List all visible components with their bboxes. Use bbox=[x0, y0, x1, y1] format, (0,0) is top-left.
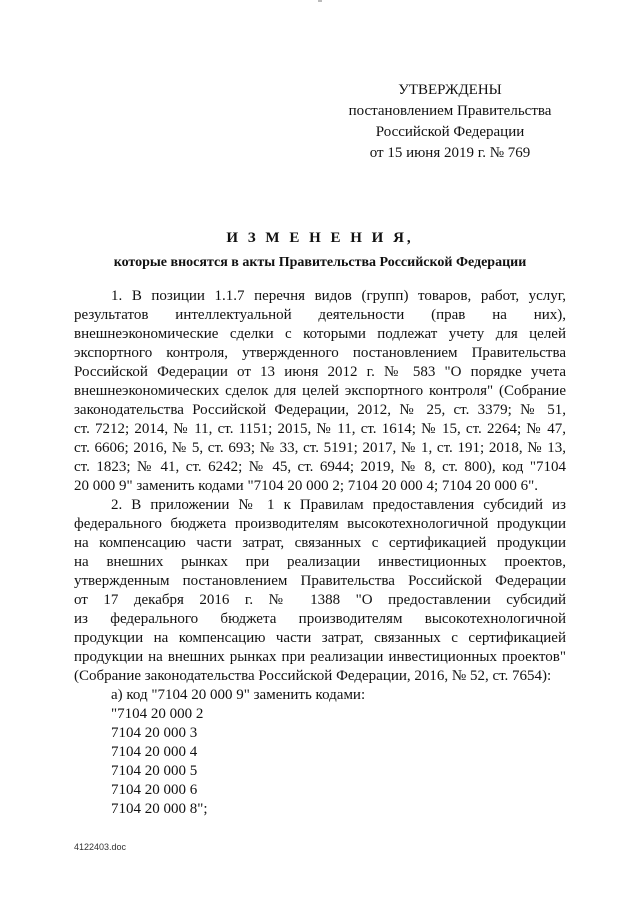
page-top-mark bbox=[318, 0, 322, 2]
document-title: И З М Е Н Е Н И Я, bbox=[226, 230, 414, 246]
body-line: из федерального бюджета производителям высокотехнологичной bbox=[74, 611, 566, 627]
approval-line: от 15 июня 2019 г. № 769 bbox=[369, 145, 531, 161]
body-line: внешнеэкономических сделок для целей экспортного контроля" (Собрание bbox=[74, 383, 566, 399]
body-line: 20 000 9" заменить кодами "7104 20 000 2; 7104 20 000 4; 7104 20 000 6". bbox=[74, 478, 539, 494]
body-line: на внешних рынках при реализации инвестиционных проектов, bbox=[74, 554, 566, 570]
body-line: ст. 6606; 2016, № 5, ст. 693; № 33, ст. 5191; 2017, № 1, ст. 191; 2018, № 13, bbox=[74, 440, 566, 456]
code-line: "7104 20 000 2 bbox=[111, 706, 204, 722]
document-body bbox=[74, 287, 566, 819]
approval-line: Российской Федерации bbox=[375, 124, 525, 140]
body-line: законодательства Российской Федерации, 2012, № 25, ст. 3379; № 51, bbox=[74, 402, 566, 418]
body-line: ст. 7212; 2014, № 11, ст. 1151; 2015, № 11, ст. 1614; № 15, ст. 2264; № 47, bbox=[74, 421, 566, 437]
body-line: экспортного контроля, утвержденного постановлением Правительства bbox=[74, 345, 566, 361]
body-line: внешнеэкономические сделки с которыми подлежат учету для целей bbox=[74, 326, 566, 342]
body-line: продукции на внешних рынках при реализации инвестиционных проектов" bbox=[74, 649, 566, 665]
body-line: на компенсацию части затрат, связанных с сертификацией продукции bbox=[74, 535, 566, 551]
body-line: продукции на компенсацию части затрат, связанных с сертификацией bbox=[74, 630, 566, 646]
body-line: ст. 1823; № 41, ст. 6242; № 45, ст. 6944; 2019, № 8, ст. 800), код "7104 bbox=[74, 459, 566, 475]
approval-line: постановлением Правительства bbox=[348, 103, 552, 119]
code-line: 7104 20 000 5 bbox=[111, 763, 198, 779]
body-line: от 17 декабря 2016 г. № 1388 "О предоставлении субсидий bbox=[74, 592, 566, 608]
code-line: 7104 20 000 4 bbox=[111, 744, 198, 760]
code-line: 7104 20 000 8"; bbox=[111, 801, 208, 817]
body-line: федерального бюджета производителям высокотехнологичной продукции bbox=[74, 516, 566, 532]
body-line: 1. В позиции 1.1.7 перечня видов (групп) товаров, работ, услуг, bbox=[111, 288, 566, 304]
body-line: (Собрание законодательства Российской Федерации, 2016, № 52, ст. 7654): bbox=[74, 668, 552, 684]
code-line: 7104 20 000 3 bbox=[111, 725, 198, 741]
body-line: 2. В приложении № 1 к Правилам предоставления субсидий из bbox=[111, 497, 566, 513]
body-line: утвержденным постановлением Правительства Российской Федерации bbox=[74, 573, 566, 589]
body-line: результатов интеллектуальной деятельности (прав на них), bbox=[74, 307, 566, 323]
body-line: а) код "7104 20 000 9" заменить кодами: bbox=[111, 687, 366, 703]
document-subtitle: которые вносятся в акты Правительства Российской Федерации bbox=[113, 255, 527, 270]
footer-filename: 4122403.doc bbox=[74, 842, 127, 852]
approval-block bbox=[300, 80, 600, 164]
approval-line: УТВЕРЖДЕНЫ bbox=[398, 82, 502, 98]
code-line: 7104 20 000 6 bbox=[111, 782, 198, 798]
body-line: Российской Федерации от 13 июня 2012 г. № 583 "О порядке учета bbox=[74, 364, 566, 380]
